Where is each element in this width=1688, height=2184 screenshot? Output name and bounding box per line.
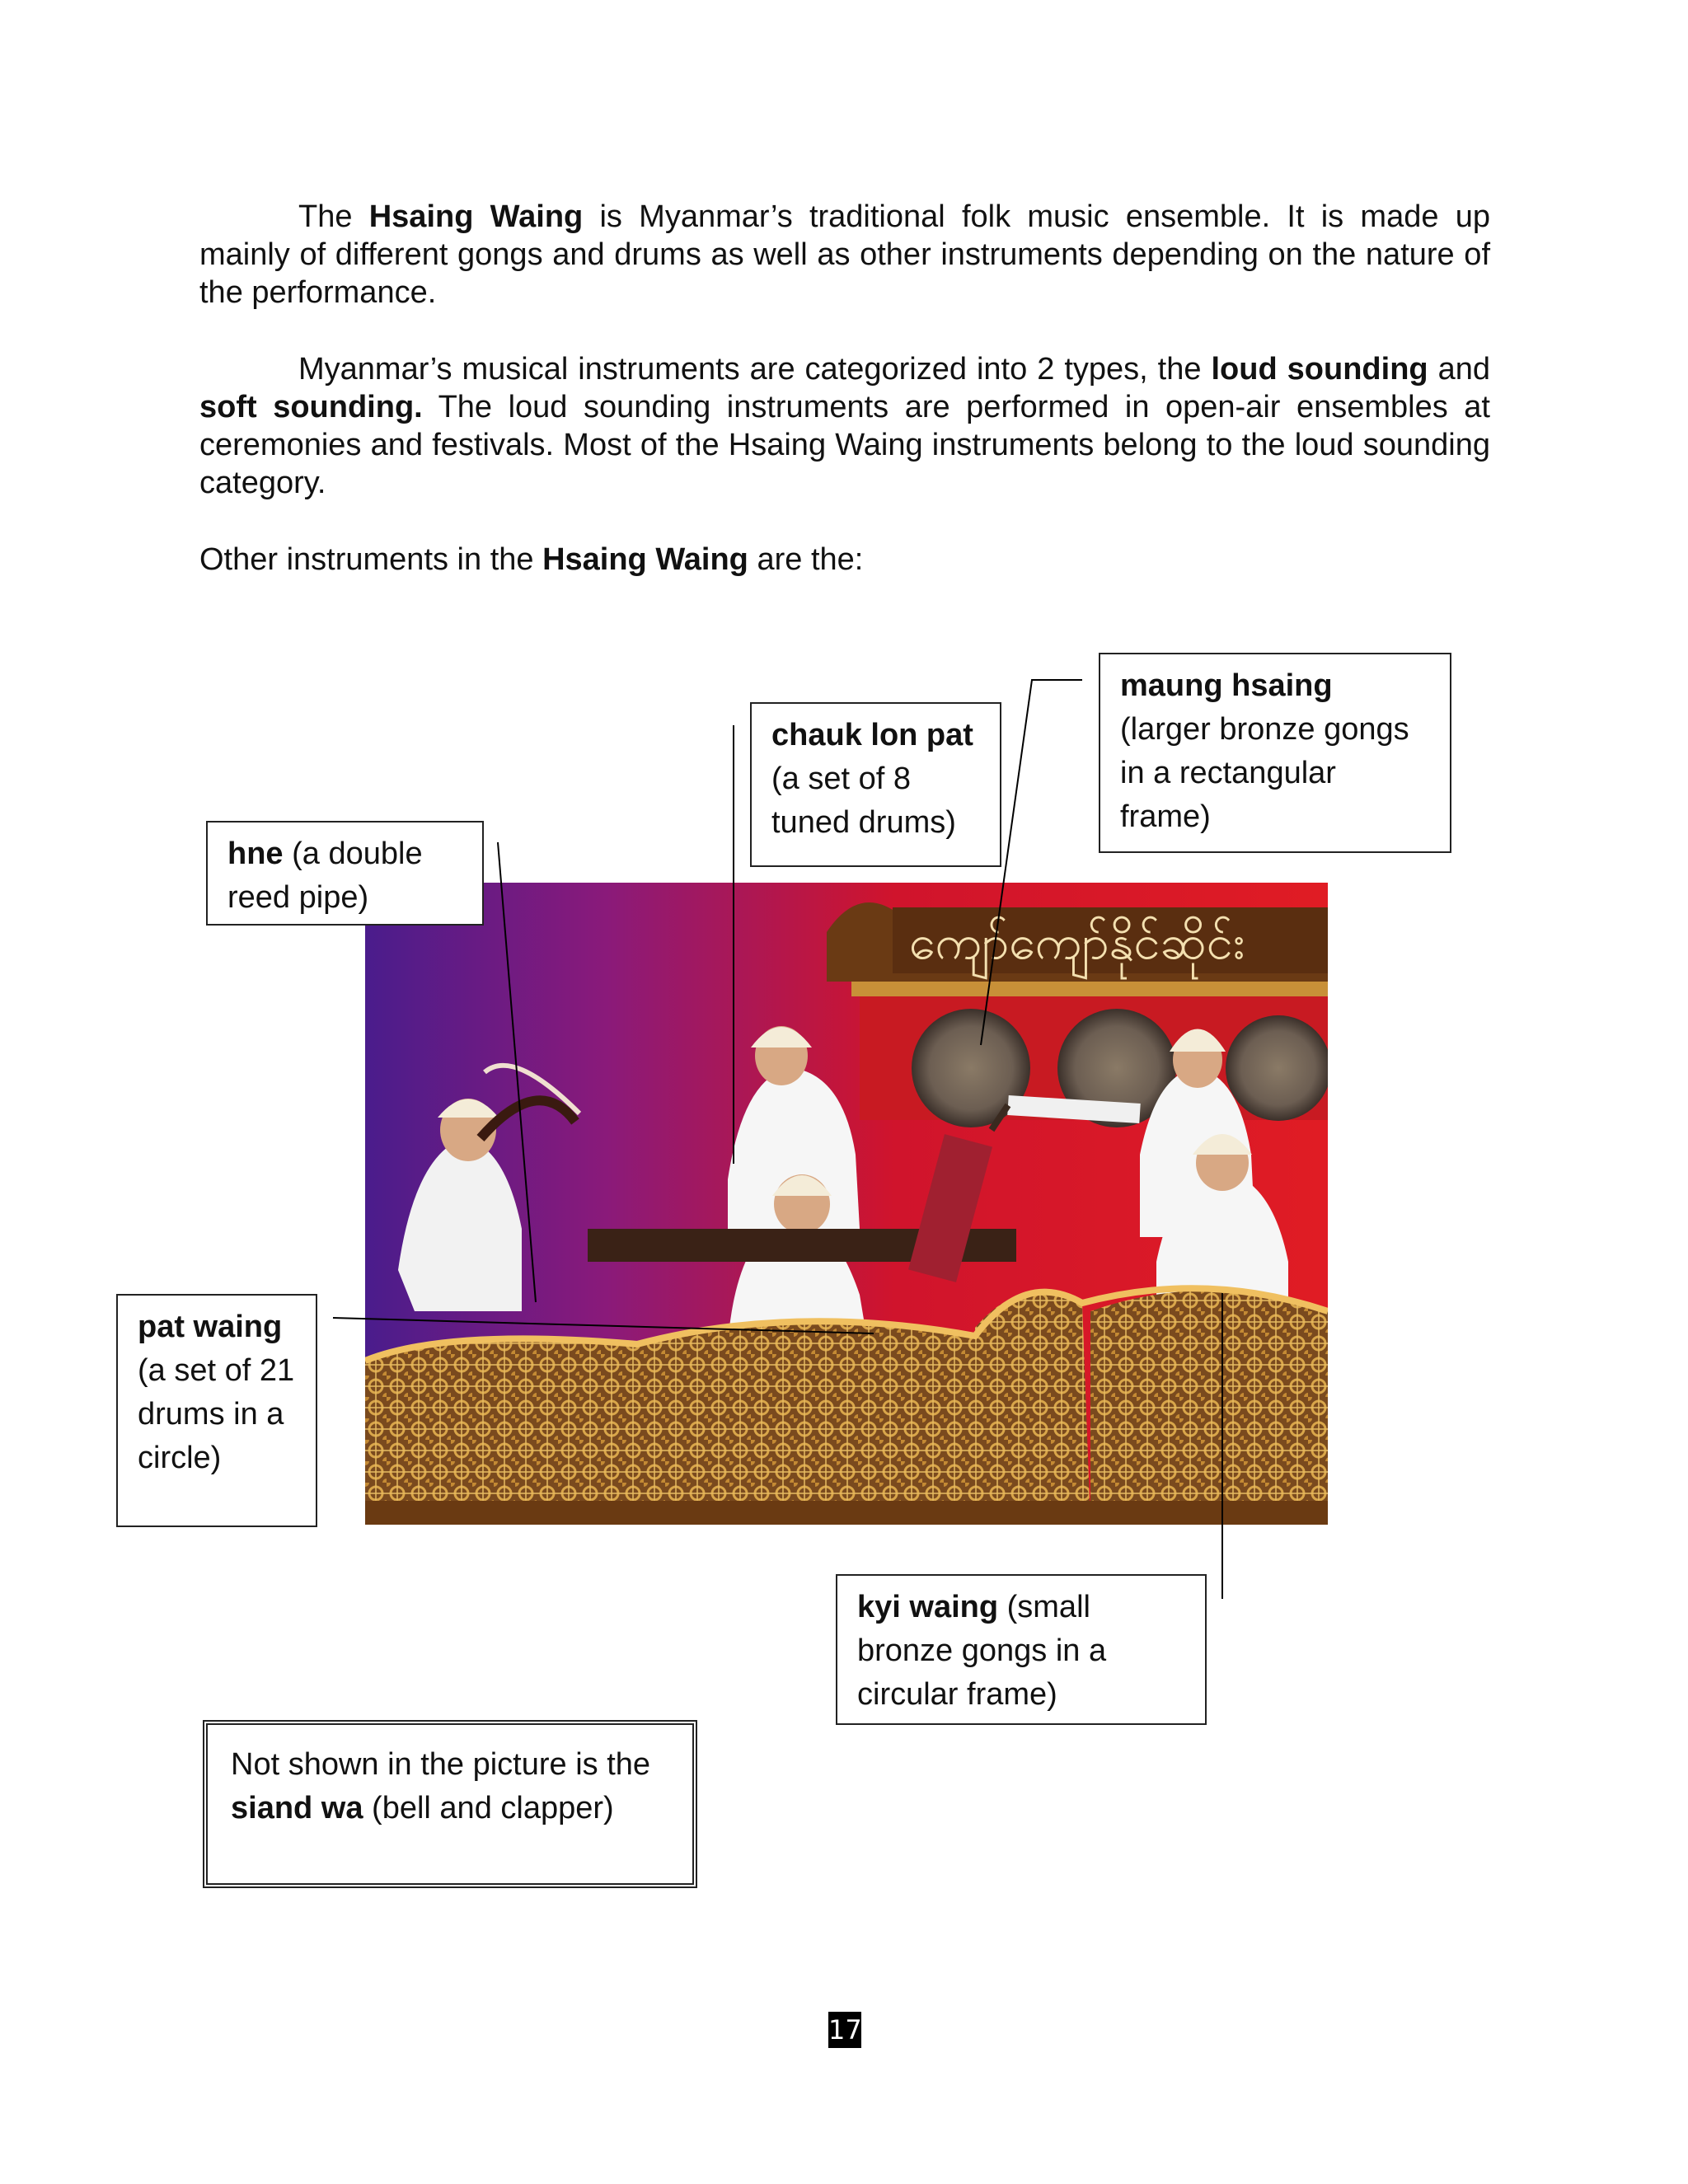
page-number: 17 — [828, 2012, 861, 2048]
banner-text: ကျော်ကျော်နိုင်ဆိုင်း — [909, 914, 1245, 970]
ensemble-illustration — [365, 883, 1328, 1525]
maung-hsaing-gong-3 — [1226, 1015, 1328, 1121]
carved-frame-left — [365, 1338, 637, 1525]
kyi-waing-gong-circle — [1090, 1291, 1328, 1525]
other-instruments-intro: Other instruments in the Hsaing Waing are the: — [199, 542, 864, 577]
label-kyi-waing: kyi waing (small bronze gongs in a circular frame) — [836, 1574, 1207, 1725]
siand-wa-term: siand wa — [231, 1791, 363, 1825]
label-chauk-lon-pat: chauk lon pat (a set of 8 tuned drums) — [750, 702, 1001, 867]
soft-sounding-term: soft sounding. — [199, 390, 423, 424]
loud-sounding-term: loud sounding — [1211, 352, 1428, 387]
instrument-types-paragraph: Myanmar’s musical instruments are categorized into 2 types, the loud sounding and soft sounding. The loud sounding instruments are performed in open-air ensembles at ceremonies and festivals. Most of the Hsaing Waing instruments belong to the loud sounding category. — [199, 352, 1490, 500]
hsaing-waing-term: Hsaing Waing — [368, 199, 584, 234]
hsaing-waing-term-2: Hsaing Waing — [542, 542, 748, 577]
pat-waing-drum-circle — [637, 1321, 975, 1525]
label-maung-hsaing: maung hsaing (larger bronze gongs in a rectangular frame) — [1099, 653, 1451, 853]
siand-wa-note: Not shown in the picture is the siand wa (bell and clapper) — [203, 1720, 697, 1888]
ensemble-photo — [365, 883, 1328, 1525]
intro-paragraph: The Hsaing Waing is Myanmar’s traditional folk music ensemble. It is made up mainly of different gongs and drums as well as other instruments depending on the nature of the performance. — [199, 199, 1490, 310]
label-hne: hne (a double reed pipe) — [206, 821, 484, 926]
label-pat-waing: pat waing (a set of 21 drums in a circle) — [116, 1294, 317, 1527]
